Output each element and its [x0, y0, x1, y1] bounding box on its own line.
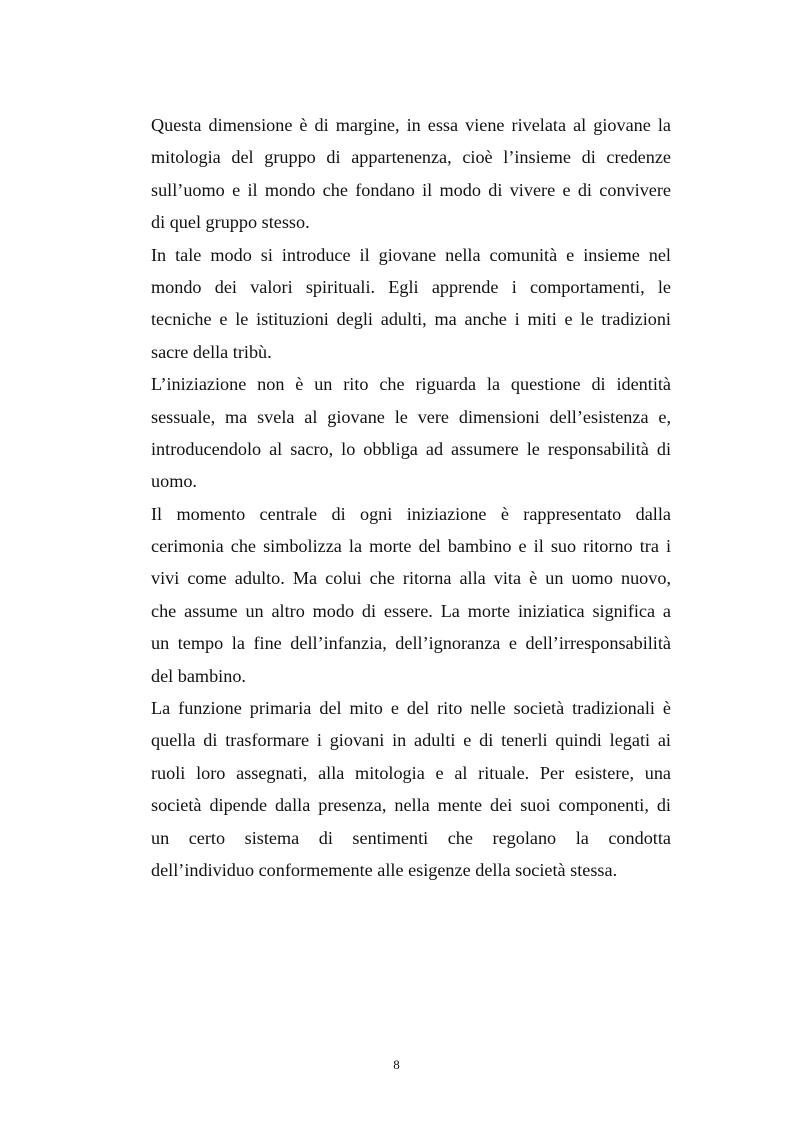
- text-line: sull’uomo e il mondo che fondano il modo di vivere e di convivere: [151, 179, 671, 200]
- text-line: dell’individuo conformemente alle esigenze della società stessa.: [151, 859, 618, 880]
- text-line: che assume un altro modo di essere. La morte iniziatica significa a: [151, 600, 671, 621]
- text-line: La funzione primaria del mito e del rito nelle società tradizionali è: [151, 698, 671, 719]
- text-line: di quel gruppo stesso.: [151, 212, 310, 233]
- text-line: ruoli loro assegnati, alla mitologia e al rituale. Per esistere, una: [151, 762, 671, 783]
- text-line: società dipende dalla presenza, nella mente dei suoi componenti, di: [151, 795, 671, 816]
- text-line: introducendolo al sacro, lo obbliga ad assumere le responsabilità di: [151, 438, 671, 459]
- text-line: mondo dei valori spirituali. Egli apprende i comportamenti, le: [151, 276, 671, 297]
- text-line: vivi come adulto. Ma colui che ritorna alla vita è un uomo nuovo,: [151, 568, 671, 589]
- text-line: sacre della tribù.: [151, 341, 272, 362]
- text-line: Questa dimensione è di margine, in essa viene rivelata al giovane la: [151, 115, 671, 135]
- text-line: Il momento centrale di ogni iniziazione è rappresentato dalla: [151, 503, 671, 524]
- text-line: quella di trasformare i giovani in adulti e di tenerli quindi legati ai: [151, 730, 671, 751]
- text-line: tecniche e le istituzioni degli adulti, ma anche i miti e le tradizioni: [151, 309, 671, 330]
- paragraph: [151, 109, 671, 239]
- paragraph: [151, 239, 671, 369]
- paragraph: [151, 692, 671, 886]
- body-text: [151, 109, 671, 886]
- page-number: 8: [393, 1057, 400, 1072]
- text-line: del bambino.: [151, 665, 246, 686]
- text-line: L’iniziazione non è un rito che riguarda la questione di identità: [151, 374, 671, 395]
- paragraph: [151, 368, 671, 498]
- text-line: uomo.: [151, 471, 197, 492]
- text-line: un certo sistema di sentimenti che regolano la condotta: [151, 827, 671, 848]
- text-line: mitologia del gruppo di appartenenza, cioè l’insieme di credenze: [151, 147, 671, 168]
- text-line: un tempo la fine dell’infanzia, dell’ignoranza e dell’irresponsabilità: [151, 633, 671, 654]
- text-line: sessuale, ma svela al giovane le vere dimensioni dell’esistenza e,: [151, 406, 671, 427]
- text-line: In tale modo si introduce il giovane nella comunità e insieme nel: [151, 244, 671, 265]
- text-line: cerimonia che simbolizza la morte del bambino e il suo ritorno tra i: [151, 536, 671, 557]
- paragraph: [151, 498, 671, 692]
